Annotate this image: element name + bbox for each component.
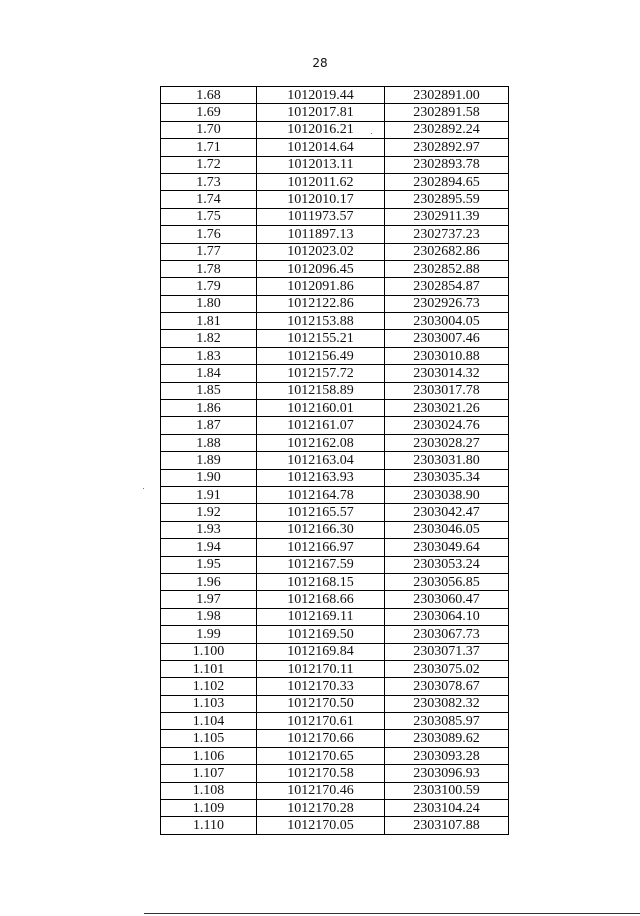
table-row bbox=[161, 382, 509, 399]
y-coordinate-cell: 2303017.78 bbox=[385, 382, 509, 399]
y-coordinate-cell: 2302854.87 bbox=[385, 278, 509, 295]
table-row bbox=[161, 730, 509, 747]
x-coordinate-cell: 1012096.45 bbox=[257, 260, 385, 277]
y-coordinate-cell: 2302892.97 bbox=[385, 139, 509, 156]
x-coordinate-cell: 1012170.05 bbox=[257, 817, 385, 834]
point-id-cell: 1.103 bbox=[161, 695, 257, 712]
x-coordinate-cell: 1012091.86 bbox=[257, 278, 385, 295]
table-row bbox=[161, 469, 509, 486]
y-coordinate-cell: 2302895.59 bbox=[385, 191, 509, 208]
point-id-cell: 1.89 bbox=[161, 452, 257, 469]
y-coordinate-cell: 2303035.34 bbox=[385, 469, 509, 486]
table-row bbox=[161, 643, 509, 660]
x-coordinate-cell: 1012016.21 bbox=[257, 121, 385, 138]
y-coordinate-cell: 2302682.86 bbox=[385, 243, 509, 260]
table-row bbox=[161, 295, 509, 312]
x-coordinate-cell: 1012164.78 bbox=[257, 486, 385, 503]
point-id-cell: 1.82 bbox=[161, 330, 257, 347]
y-coordinate-cell: 2302737.23 bbox=[385, 226, 509, 243]
point-id-cell: 1.81 bbox=[161, 313, 257, 330]
x-coordinate-cell: 1012122.86 bbox=[257, 295, 385, 312]
y-coordinate-cell: 2303038.90 bbox=[385, 486, 509, 503]
point-id-cell: 1.78 bbox=[161, 260, 257, 277]
point-id-cell: 1.83 bbox=[161, 347, 257, 364]
table-row bbox=[161, 782, 509, 799]
y-coordinate-cell: 2302926.73 bbox=[385, 295, 509, 312]
point-id-cell: 1.99 bbox=[161, 626, 257, 643]
x-coordinate-cell: 1011973.57 bbox=[257, 208, 385, 225]
table-row bbox=[161, 226, 509, 243]
table-row bbox=[161, 139, 509, 156]
table-row bbox=[161, 765, 509, 782]
point-id-cell: 1.79 bbox=[161, 278, 257, 295]
table-row bbox=[161, 156, 509, 173]
table-row bbox=[161, 121, 509, 138]
y-coordinate-cell: 2303049.64 bbox=[385, 539, 509, 556]
point-id-cell: 1.92 bbox=[161, 504, 257, 521]
bottom-rule bbox=[144, 913, 640, 914]
y-coordinate-cell: 2303028.27 bbox=[385, 434, 509, 451]
point-id-cell: 1.96 bbox=[161, 573, 257, 590]
point-id-cell: 1.80 bbox=[161, 295, 257, 312]
y-coordinate-cell: 2303075.02 bbox=[385, 660, 509, 677]
x-coordinate-cell: 1012158.89 bbox=[257, 382, 385, 399]
point-id-cell: 1.86 bbox=[161, 400, 257, 417]
table-row bbox=[161, 695, 509, 712]
point-id-cell: 1.108 bbox=[161, 782, 257, 799]
x-coordinate-cell: 1012170.50 bbox=[257, 695, 385, 712]
point-id-cell: 1.68 bbox=[161, 87, 257, 104]
point-id-cell: 1.70 bbox=[161, 121, 257, 138]
x-coordinate-cell: 1012167.59 bbox=[257, 556, 385, 573]
y-coordinate-cell: 2303100.59 bbox=[385, 782, 509, 799]
point-id-cell: 1.109 bbox=[161, 800, 257, 817]
scan-speck bbox=[371, 133, 372, 134]
table-row bbox=[161, 208, 509, 225]
point-id-cell: 1.101 bbox=[161, 660, 257, 677]
point-id-cell: 1.105 bbox=[161, 730, 257, 747]
point-id-cell: 1.84 bbox=[161, 365, 257, 382]
coordinates-table bbox=[160, 86, 509, 835]
x-coordinate-cell: 1012169.84 bbox=[257, 643, 385, 660]
y-coordinate-cell: 2303021.26 bbox=[385, 400, 509, 417]
x-coordinate-cell: 1012156.49 bbox=[257, 347, 385, 364]
x-coordinate-cell: 1012010.17 bbox=[257, 191, 385, 208]
table-row bbox=[161, 417, 509, 434]
x-coordinate-cell: 1012170.11 bbox=[257, 660, 385, 677]
table-row bbox=[161, 713, 509, 730]
point-id-cell: 1.97 bbox=[161, 591, 257, 608]
point-id-cell: 1.85 bbox=[161, 382, 257, 399]
y-coordinate-cell: 2303060.47 bbox=[385, 591, 509, 608]
point-id-cell: 1.88 bbox=[161, 434, 257, 451]
y-coordinate-cell: 2303064.10 bbox=[385, 608, 509, 625]
y-coordinate-cell: 2303007.46 bbox=[385, 330, 509, 347]
table-row bbox=[161, 434, 509, 451]
y-coordinate-cell: 2302911.39 bbox=[385, 208, 509, 225]
table-row bbox=[161, 191, 509, 208]
table-row bbox=[161, 539, 509, 556]
x-coordinate-cell: 1012170.46 bbox=[257, 782, 385, 799]
table-row bbox=[161, 365, 509, 382]
x-coordinate-cell: 1012014.64 bbox=[257, 139, 385, 156]
point-id-cell: 1.110 bbox=[161, 817, 257, 834]
table-row bbox=[161, 330, 509, 347]
point-id-cell: 1.75 bbox=[161, 208, 257, 225]
point-id-cell: 1.69 bbox=[161, 104, 257, 121]
point-id-cell: 1.107 bbox=[161, 765, 257, 782]
table-row bbox=[161, 678, 509, 695]
table-row bbox=[161, 104, 509, 121]
x-coordinate-cell: 1012161.07 bbox=[257, 417, 385, 434]
y-coordinate-cell: 2303042.47 bbox=[385, 504, 509, 521]
point-id-cell: 1.91 bbox=[161, 486, 257, 503]
x-coordinate-cell: 1012170.28 bbox=[257, 800, 385, 817]
point-id-cell: 1.73 bbox=[161, 173, 257, 190]
table-row bbox=[161, 504, 509, 521]
x-coordinate-cell: 1012170.33 bbox=[257, 678, 385, 695]
table-row bbox=[161, 521, 509, 538]
point-id-cell: 1.104 bbox=[161, 713, 257, 730]
y-coordinate-cell: 2303093.28 bbox=[385, 747, 509, 764]
table-row bbox=[161, 173, 509, 190]
x-coordinate-cell: 1012157.72 bbox=[257, 365, 385, 382]
table-row bbox=[161, 313, 509, 330]
x-coordinate-cell: 1012168.15 bbox=[257, 573, 385, 590]
x-coordinate-cell: 1012019.44 bbox=[257, 87, 385, 104]
y-coordinate-cell: 2302852.88 bbox=[385, 260, 509, 277]
point-id-cell: 1.87 bbox=[161, 417, 257, 434]
point-id-cell: 1.74 bbox=[161, 191, 257, 208]
x-coordinate-cell: 1012153.88 bbox=[257, 313, 385, 330]
point-id-cell: 1.100 bbox=[161, 643, 257, 660]
y-coordinate-cell: 2303104.24 bbox=[385, 800, 509, 817]
point-id-cell: 1.98 bbox=[161, 608, 257, 625]
page-number: 28 bbox=[312, 56, 328, 70]
scan-speck bbox=[143, 488, 144, 489]
x-coordinate-cell: 1012170.66 bbox=[257, 730, 385, 747]
x-coordinate-cell: 1012163.04 bbox=[257, 452, 385, 469]
x-coordinate-cell: 1012013.11 bbox=[257, 156, 385, 173]
x-coordinate-cell: 1012170.61 bbox=[257, 713, 385, 730]
x-coordinate-cell: 1012170.65 bbox=[257, 747, 385, 764]
table-row bbox=[161, 486, 509, 503]
table-row bbox=[161, 660, 509, 677]
coordinates-table-body bbox=[161, 87, 509, 835]
y-coordinate-cell: 2303067.73 bbox=[385, 626, 509, 643]
x-coordinate-cell: 1012011.62 bbox=[257, 173, 385, 190]
x-coordinate-cell: 1012023.02 bbox=[257, 243, 385, 260]
x-coordinate-cell: 1012162.08 bbox=[257, 434, 385, 451]
table-row bbox=[161, 817, 509, 834]
point-id-cell: 1.77 bbox=[161, 243, 257, 260]
point-id-cell: 1.102 bbox=[161, 678, 257, 695]
table-row bbox=[161, 556, 509, 573]
x-coordinate-cell: 1012166.97 bbox=[257, 539, 385, 556]
y-coordinate-cell: 2303085.97 bbox=[385, 713, 509, 730]
y-coordinate-cell: 2303046.05 bbox=[385, 521, 509, 538]
y-coordinate-cell: 2303010.88 bbox=[385, 347, 509, 364]
y-coordinate-cell: 2302891.00 bbox=[385, 87, 509, 104]
y-coordinate-cell: 2303056.85 bbox=[385, 573, 509, 590]
y-coordinate-cell: 2303004.05 bbox=[385, 313, 509, 330]
table-row bbox=[161, 87, 509, 104]
table-row bbox=[161, 347, 509, 364]
table-row bbox=[161, 278, 509, 295]
point-id-cell: 1.106 bbox=[161, 747, 257, 764]
point-id-cell: 1.72 bbox=[161, 156, 257, 173]
y-coordinate-cell: 2303014.32 bbox=[385, 365, 509, 382]
table-row bbox=[161, 591, 509, 608]
y-coordinate-cell: 2303053.24 bbox=[385, 556, 509, 573]
table-row bbox=[161, 260, 509, 277]
table-row bbox=[161, 800, 509, 817]
table-row bbox=[161, 608, 509, 625]
point-id-cell: 1.90 bbox=[161, 469, 257, 486]
x-coordinate-cell: 1012168.66 bbox=[257, 591, 385, 608]
x-coordinate-cell: 1012165.57 bbox=[257, 504, 385, 521]
x-coordinate-cell: 1011897.13 bbox=[257, 226, 385, 243]
table-row bbox=[161, 573, 509, 590]
y-coordinate-cell: 2303031.80 bbox=[385, 452, 509, 469]
y-coordinate-cell: 2302894.65 bbox=[385, 173, 509, 190]
y-coordinate-cell: 2303096.93 bbox=[385, 765, 509, 782]
x-coordinate-cell: 1012169.50 bbox=[257, 626, 385, 643]
table-row bbox=[161, 626, 509, 643]
point-id-cell: 1.71 bbox=[161, 139, 257, 156]
y-coordinate-cell: 2303078.67 bbox=[385, 678, 509, 695]
y-coordinate-cell: 2303071.37 bbox=[385, 643, 509, 660]
x-coordinate-cell: 1012160.01 bbox=[257, 400, 385, 417]
x-coordinate-cell: 1012166.30 bbox=[257, 521, 385, 538]
y-coordinate-cell: 2302891.58 bbox=[385, 104, 509, 121]
x-coordinate-cell: 1012170.58 bbox=[257, 765, 385, 782]
point-id-cell: 1.93 bbox=[161, 521, 257, 538]
y-coordinate-cell: 2303024.76 bbox=[385, 417, 509, 434]
point-id-cell: 1.94 bbox=[161, 539, 257, 556]
table-row bbox=[161, 243, 509, 260]
y-coordinate-cell: 2303107.88 bbox=[385, 817, 509, 834]
point-id-cell: 1.76 bbox=[161, 226, 257, 243]
table-row bbox=[161, 747, 509, 764]
table-row bbox=[161, 400, 509, 417]
x-coordinate-cell: 1012155.21 bbox=[257, 330, 385, 347]
point-id-cell: 1.95 bbox=[161, 556, 257, 573]
y-coordinate-cell: 2302892.24 bbox=[385, 121, 509, 138]
y-coordinate-cell: 2302893.78 bbox=[385, 156, 509, 173]
y-coordinate-cell: 2303082.32 bbox=[385, 695, 509, 712]
x-coordinate-cell: 1012163.93 bbox=[257, 469, 385, 486]
x-coordinate-cell: 1012169.11 bbox=[257, 608, 385, 625]
y-coordinate-cell: 2303089.62 bbox=[385, 730, 509, 747]
x-coordinate-cell: 1012017.81 bbox=[257, 104, 385, 121]
table-row bbox=[161, 452, 509, 469]
